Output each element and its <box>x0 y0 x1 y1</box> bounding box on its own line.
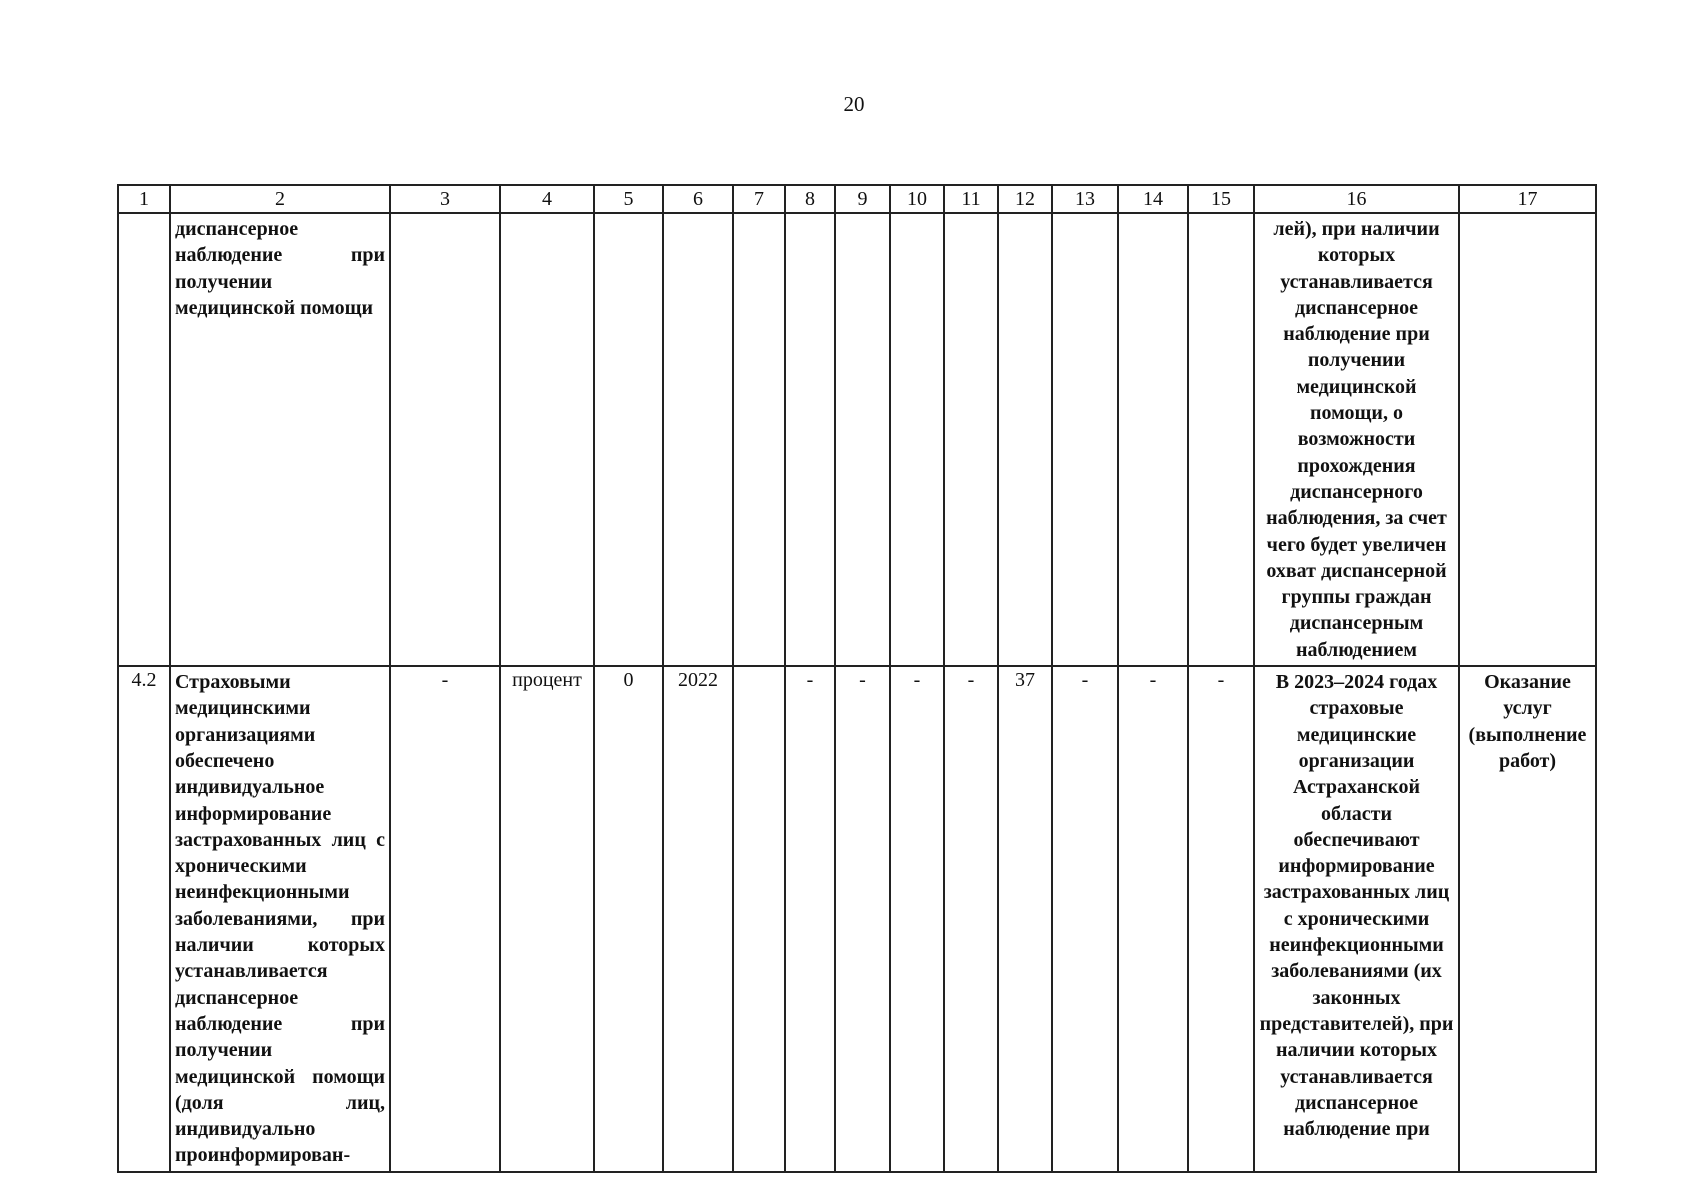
cell-c10: - <box>890 666 944 1172</box>
header-cell-7: 7 <box>733 185 785 213</box>
cell-type-text: Оказание услуг (выполнение работ) <box>1468 671 1587 772</box>
header-cell-15: 15 <box>1188 185 1254 213</box>
cell-c14 <box>1118 213 1188 666</box>
header-cell-10: 10 <box>890 185 944 213</box>
header-cell-6: 6 <box>663 185 733 213</box>
cell-c14: - <box>1118 666 1188 1172</box>
cell-base-year: 2022 <box>663 666 733 1172</box>
cell-name <box>170 666 390 1172</box>
cell-c15: - <box>1188 666 1254 1172</box>
cell-base-year <box>663 213 733 666</box>
cell-c13: - <box>1052 666 1118 1172</box>
cell-c10 <box>890 213 944 666</box>
cell-c7 <box>733 213 785 666</box>
cell-num: 4.2 <box>118 666 170 1172</box>
cell-description-text: В 2023–2024 годах страховые медицинские организации Астраханской области обеспечивают информирование застрахованных лиц с хроническими неинфекционными заболеваниями (их законных представителей), при наличии которых устанавливается диспансерное наблюдение при <box>1259 671 1454 1141</box>
header-cell-5: 5 <box>594 185 663 213</box>
table-row-4-2 <box>118 666 1596 1172</box>
cell-c12 <box>998 213 1052 666</box>
table-row-continuation <box>118 213 1596 666</box>
cell-c9 <box>835 213 890 666</box>
cell-unit: процент <box>500 666 594 1172</box>
cell-c3 <box>390 213 500 666</box>
cell-num <box>118 213 170 666</box>
cell-base-value: 0 <box>594 666 663 1172</box>
cell-name-text: диспансерное наблюдение при получении медицинской помощи <box>175 218 385 319</box>
cell-c11 <box>944 213 998 666</box>
cell-name <box>170 213 390 666</box>
cell-c3: - <box>390 666 500 1172</box>
header-row <box>118 185 1596 213</box>
header-cell-8: 8 <box>785 185 835 213</box>
cell-description-text: лей), при наличии которых устанавливается диспансерное наблюдение при получении медицинской помощи, о возможности прохождения диспансерного наблюдения, за счет чего будет увеличен охват диспансерной группы граждан диспансерным наблюдением <box>1266 218 1447 661</box>
cell-c15 <box>1188 213 1254 666</box>
header-cell-12: 12 <box>998 185 1052 213</box>
header-cell-17: 17 <box>1459 185 1596 213</box>
page-number: 20 <box>843 92 865 116</box>
cell-c8: - <box>785 666 835 1172</box>
cell-c11: - <box>944 666 998 1172</box>
cell-c9: - <box>835 666 890 1172</box>
cell-name-text: Страховыми медицинскими организациями обеспечено индивидуальное информирование застрахованных лиц с хроническими неинфекционными заболеваниями, при наличии которых устанавливается диспансерное наблюдение при получении медицинской помощи (доля лиц, индивидуально проинформирован- <box>175 671 385 1167</box>
cell-unit <box>500 213 594 666</box>
header-cell-2: 2 <box>170 185 390 213</box>
indicators-table <box>117 184 1597 1173</box>
cell-base-value <box>594 213 663 666</box>
header-cell-1: 1 <box>118 185 170 213</box>
cell-description <box>1254 213 1459 666</box>
cell-type <box>1459 213 1596 666</box>
cell-c8 <box>785 213 835 666</box>
header-cell-13: 13 <box>1052 185 1118 213</box>
header-cell-11: 11 <box>944 185 998 213</box>
header-cell-9: 9 <box>835 185 890 213</box>
header-cell-4: 4 <box>500 185 594 213</box>
header-cell-14: 14 <box>1118 185 1188 213</box>
cell-type <box>1459 666 1596 1172</box>
cell-c12: 37 <box>998 666 1052 1172</box>
cell-c7 <box>733 666 785 1172</box>
cell-description <box>1254 666 1459 1172</box>
cell-c13 <box>1052 213 1118 666</box>
header-cell-3: 3 <box>390 185 500 213</box>
header-cell-16: 16 <box>1254 185 1459 213</box>
